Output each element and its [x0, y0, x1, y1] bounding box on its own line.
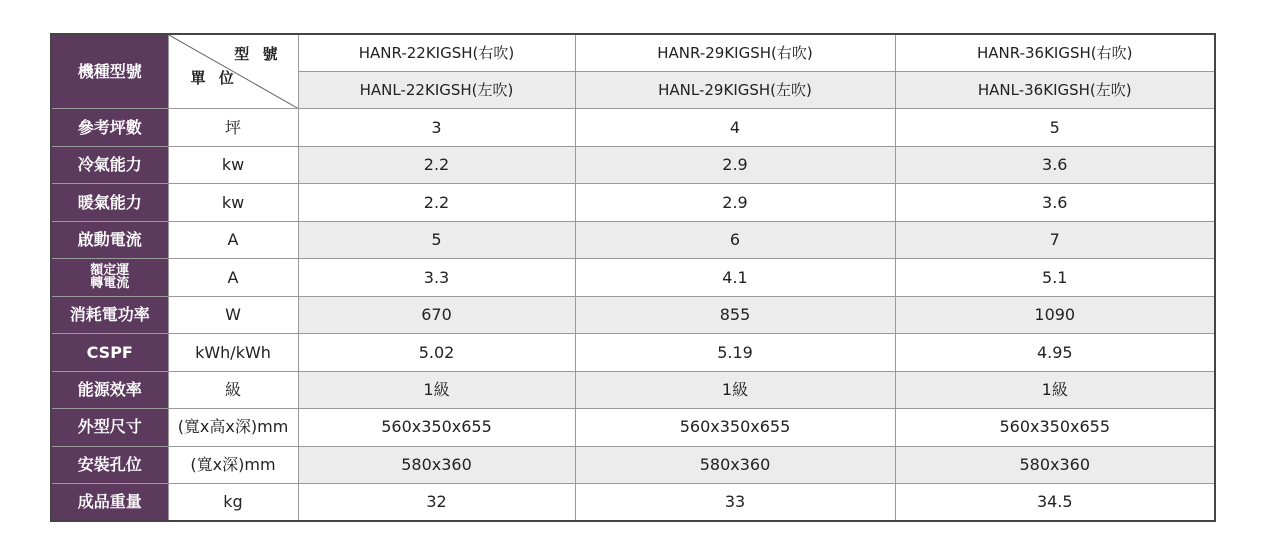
spec-row [51, 296, 1215, 333]
row-value: 5 [298, 221, 575, 258]
row-unit: 級 [168, 371, 298, 408]
row-label [51, 259, 168, 296]
row-value: 3.6 [895, 184, 1215, 221]
model-right-3: HANR-36KIGSH(右吹) [895, 34, 1215, 71]
row-unit: W [168, 296, 298, 333]
row-value: 6 [575, 221, 895, 258]
row-value: 2.2 [298, 146, 575, 183]
row-label-line: 額定運 [90, 263, 130, 279]
row-value: 5 [895, 109, 1215, 146]
model-right-2: HANR-29KIGSH(右吹) [575, 34, 895, 71]
row-unit: (寬x高x深)mm [168, 409, 298, 446]
spec-row [51, 409, 1215, 446]
row-value: 1級 [298, 371, 575, 408]
row-value: 670 [298, 296, 575, 333]
row-value: 5.02 [298, 334, 575, 371]
row-value: 4.95 [895, 334, 1215, 371]
row-value: 560x350x655 [575, 409, 895, 446]
model-right-1: HANR-22KIGSH(右吹) [298, 34, 575, 71]
row-label: 消耗電功率 [51, 296, 168, 333]
row-label: 成品重量 [51, 483, 168, 521]
model-type-label: 型 號 [234, 45, 282, 63]
row-unit: kg [168, 483, 298, 521]
row-value: 4 [575, 109, 895, 146]
row-label: 能源效率 [51, 371, 168, 408]
row-value: 5.1 [895, 259, 1215, 296]
unit-label: 單 位 [190, 68, 238, 87]
row-value: 34.5 [895, 483, 1215, 521]
row-value: 3 [298, 109, 575, 146]
row-unit: kw [168, 184, 298, 221]
row-value: 560x350x655 [895, 409, 1215, 446]
model-left-1: HANL-22KIGSH(左吹) [298, 71, 575, 108]
spec-rows [51, 109, 1215, 521]
row-value: 2.2 [298, 184, 575, 221]
row-label: 安裝孔位 [51, 446, 168, 483]
row-unit: kw [168, 146, 298, 183]
spec-table [50, 33, 1216, 522]
row-value: 1級 [575, 371, 895, 408]
row-label: CSPF [51, 334, 168, 371]
row-unit: (寬x深)mm [168, 446, 298, 483]
spec-row [51, 446, 1215, 483]
row-unit: 坪 [168, 109, 298, 146]
row-value: 580x360 [895, 446, 1215, 483]
row-value: 3.6 [895, 146, 1215, 183]
row-label: 外型尺寸 [51, 409, 168, 446]
row-value: 32 [298, 483, 575, 521]
spec-row [51, 259, 1215, 296]
row-value: 580x360 [298, 446, 575, 483]
spec-row [51, 221, 1215, 258]
row-value: 560x350x655 [298, 409, 575, 446]
row-unit: A [168, 221, 298, 258]
row-label: 冷氣能力 [51, 146, 168, 183]
model-left-3: HANL-36KIGSH(左吹) [895, 71, 1215, 108]
row-value: 7 [895, 221, 1215, 258]
row-unit: A [168, 259, 298, 296]
row-value: 1級 [895, 371, 1215, 408]
row-unit: kWh/kWh [168, 334, 298, 371]
row-value: 855 [575, 296, 895, 333]
row-label: 啟動電流 [51, 221, 168, 258]
row-value: 1090 [895, 296, 1215, 333]
row-value: 3.3 [298, 259, 575, 296]
row-label: 暖氣能力 [51, 184, 168, 221]
header-label: 機種型號 [51, 34, 168, 109]
spec-row [51, 334, 1215, 371]
spec-row [51, 371, 1215, 408]
row-label-line: 轉電流 [90, 276, 130, 292]
spec-row [51, 184, 1215, 221]
model-left-2: HANL-29KIGSH(左吹) [575, 71, 895, 108]
spec-row [51, 146, 1215, 183]
row-value: 2.9 [575, 146, 895, 183]
header-corner [168, 34, 298, 109]
row-value: 33 [575, 483, 895, 521]
row-label: 參考坪數 [51, 109, 168, 146]
row-value: 2.9 [575, 184, 895, 221]
row-value: 4.1 [575, 259, 895, 296]
spec-row [51, 483, 1215, 521]
spec-row [51, 109, 1215, 146]
row-value: 5.19 [575, 334, 895, 371]
row-value: 580x360 [575, 446, 895, 483]
